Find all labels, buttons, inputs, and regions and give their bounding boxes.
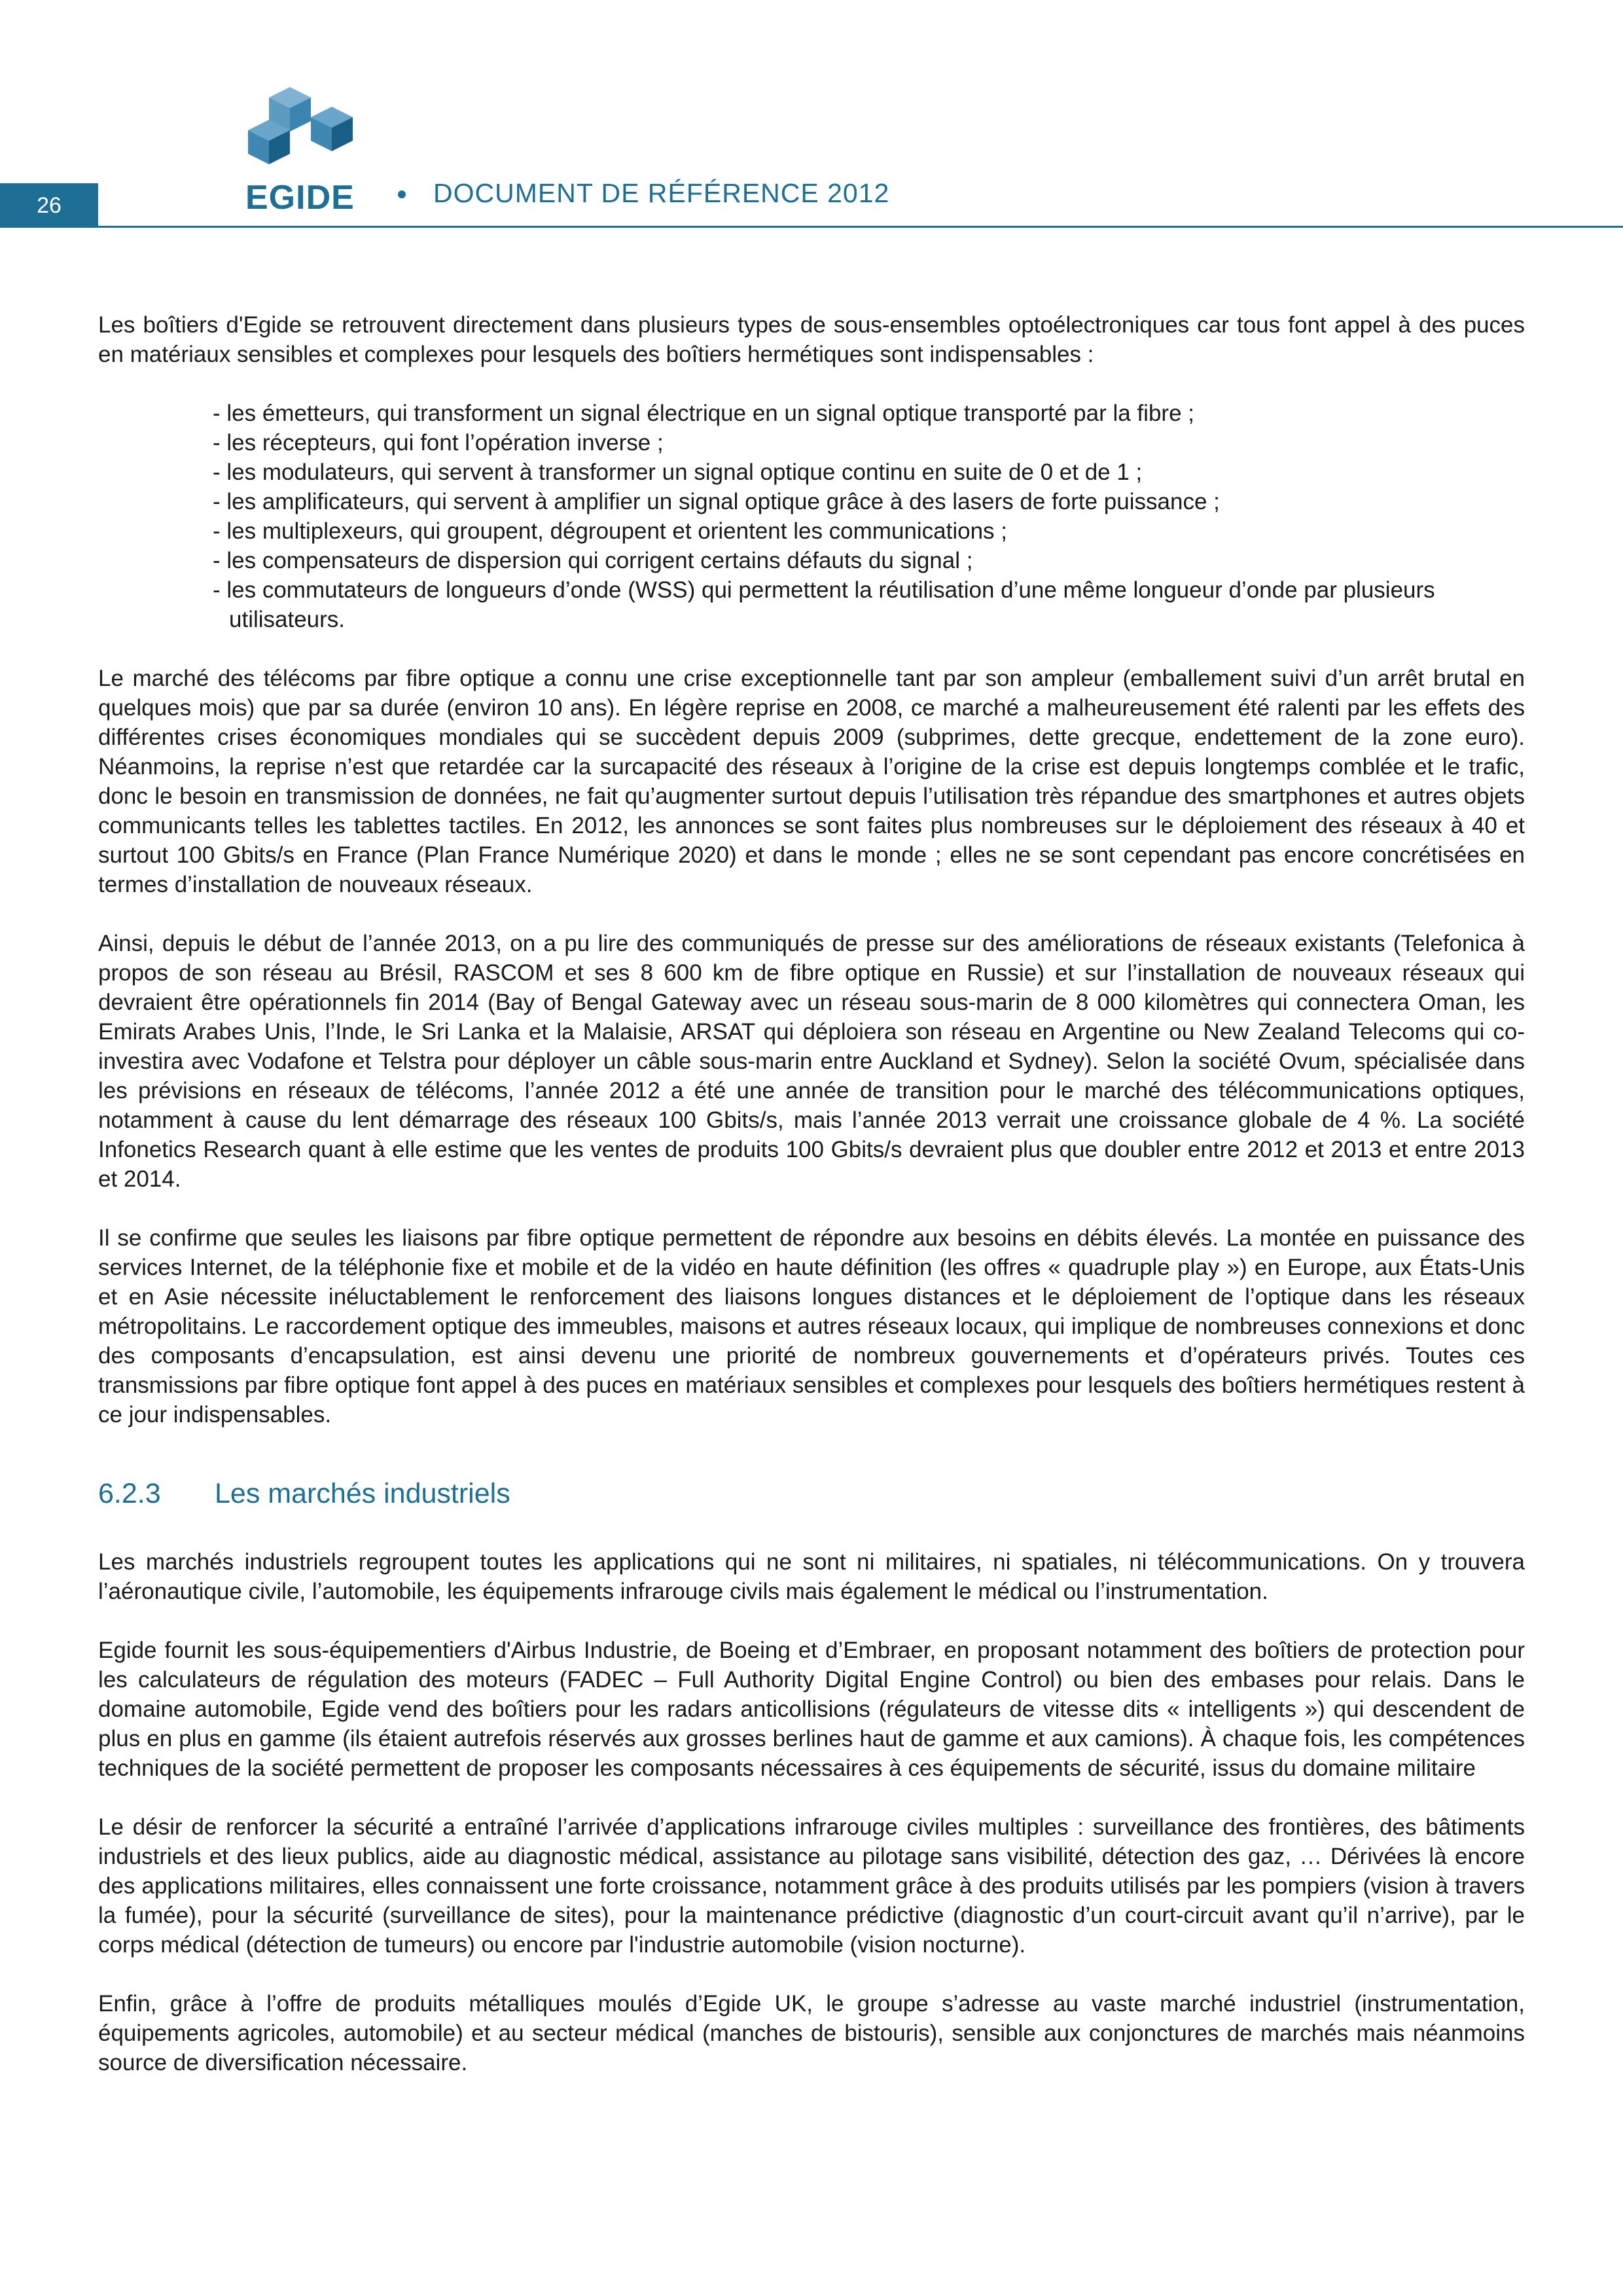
list-item: - les modulateurs, qui servent à transformer un signal optique continu en suite de 0 et de 1 ; <box>213 459 1143 485</box>
section-paragraph: Les marchés industriels regroupent toutes les applications qui ne sont ni militaires, ni spatiales, ni télécommunications. On y trouvera l’aéronautique civile, l’automobile, les équipements infrarouge civils mais également le médical ou l’instrumentation. <box>98 1549 1525 1604</box>
optoelectronic-list <box>98 399 1525 634</box>
section-paragraph: Enfin, grâce à l’offre de produits métalliques moulés d’Egide UK, le groupe s’adresse au vaste marché industriel (instrumentation, équipements agricoles, automobile) et au secteur médical (manches de bistouris), sensible aux conjonctures de marchés mais néanmoins source de diversification nécessaire. <box>98 1991 1525 2075</box>
header-rule <box>98 226 1623 228</box>
list-item: - les récepteurs, qui font l’opération inverse ; <box>213 430 664 456</box>
telecom-paragraph: Ainsi, depuis le début de l’année 2013, on a pu lire des communiqués de presse sur des améliorations de réseaux existants (Telefonica à propos de son réseau au Brésil, RASCOM et ses 8 600 km de fibre optique en Russie) et sur l’installation de nouveaux réseaux qui devraient être opérationnels fin 2014 (Bay of Bengal Gateway avec un réseau sous-marin de 8 000 kilomètres qui connectera Oman, les Emirats Arabes Unis, l’Inde, le Sri Lanka et la Malaisie, ARSAT qui déploiera son réseau en Argentine ou New Zealand Telecoms qui co-investira avec Vodafone et Telstra pour déployer un câble sous-marin entre Auckland et Sydney). Selon la société Ovum, spécialisée dans les prévisions en réseaux de télécoms, l’année 2012 a été une année de transition pour le marché des télécommunications optiques, notamment à cause du lent démarrage des réseaux 100 Gbits/s, mais l’année 2013 verrait une croissance globale de 4 %. La société Infonetics Research quant à elle estime que les ventes de produits 100 Gbits/s devraient plus que doubler entre 2012 et 2013 et entre 2013 et 2014. <box>98 931 1525 1192</box>
section-heading <box>98 1477 1525 1511</box>
telecom-paragraph: Le marché des télécoms par fibre optique a connu une crise exceptionnelle tant par son ampleur (emballement suivi d’un arrêt brutal en quelques mois) que par sa durée (environ 10 ans). En légère reprise en 2008, ce marché a malheureusement été ralenti par les effets des différentes crises économiques mondiales qui se succèdent depuis 2009 (subprimes, dette grecque, endettement de la zone euro). Néanmoins, la reprise n’est que retardée car la surcapacité des réseaux à l’origine de la crise est depuis longtemps comblée et le trafic, donc le besoin en transmission de données, ne fait qu’augmenter surtout depuis l’utilisation très répandue des smartphones et autres objets communicants telles les tablettes tactiles. En 2012, les annonces se sont faites plus nombreuses sur le déploiement des réseaux à 40 et surtout 100 Gbits/s en France (Plan France Numérique 2020) et dans le monde ; elles ne se sont cependant pas encore concrétisées en termes d’installation de nouveaux réseaux. <box>98 666 1525 897</box>
list-item: - les multiplexeurs, qui groupent, dégroupent et orientent les communications ; <box>213 518 1007 544</box>
list-item: - les émetteurs, qui transforment un signal électrique en un signal optique transporté par la fibre ; <box>213 401 1194 426</box>
section-paragraph: Egide fournit les sous-équipementiers d'Airbus Industrie, de Boeing et d’Embraer, en proposant notamment des boîtiers de protection pour les calculateurs de régulation des moteurs (FADEC – Full Authority Digital Engine Control) ou bien des embases pour relais. Dans le domaine automobile, Egide vend des boîtiers pour les radars anticollisions (régulateurs de vitesse dits « intelligents ») qui descendent de plus en plus en gamme (ils étaient autrefois réservés aux grosses berlines haut de gamme et aux camions). À chaque fois, les compétences techniques de la société permettent de proposer les composants nécessaires à ces équipements de sécurité, issus du domaine militaire <box>98 1638 1525 1781</box>
section-paragraph: Le désir de renforcer la sécurité a entraîné l’arrivée d’applications infrarouge civiles multiples : surveillance des frontières, des bâtiments industriels et des lieux publics, aide au diagnostic médical, assistance au pilotage sans visibilité, détection des gaz, … Dérivées là encore des applications militaires, elles connaissent une forte croissance, notamment grâce à des produits utilisés par les pompiers (vision à travers la fumée), pour la sécurité (surveillance de sites), pour la maintenance prédictive (diagnostic d’un court-circuit avant qu’il n’arrive), par le corps médical (détection de tumeurs) ou encore par l'industrie automobile (vision nocturne). <box>98 1814 1525 1958</box>
document-title: DOCUMENT DE RÉFÉRENCE 2012 <box>433 178 890 208</box>
page-number: 26 <box>0 183 98 228</box>
section-title: Les marchés industriels <box>215 1478 510 1509</box>
list-item: - les amplificateurs, qui servent à amplifier un signal optique grâce à des lasers de forte puissance ; <box>213 489 1220 514</box>
intro-paragraph: Les boîtiers d'Egide se retrouvent directement dans plusieurs types de sous-ensembles optoélectroniques car tous font appel à des puces en matériaux sensibles et complexes pour lesquels des boîtiers hermétiques sont indispensables : <box>98 312 1525 367</box>
telecom-paragraph: Il se confirme que seules les liaisons par fibre optique permettent de répondre aux besoins en débits élevés. La montée en puissance des services Internet, de la téléphonie fixe et mobile et de la vidéo en haute définition (les offres « quadruple play ») en Europe, aux États-Unis et en Asie nécessite inéluctablement le renforcement des liaisons longues distances et le déploiement de l’optique dans les réseaux métropolitains. Le raccordement optique des immeubles, maisons et autres réseaux locaux, qui implique de nombreuses connexions et donc des composants d’encapsulation, est ainsi devenu une priorité de nombreux gouvernements et d’opérateurs privés. Toutes ces transmissions par fibre optique font appel à des puces en matériaux sensibles et complexes pour lesquels des boîtiers hermétiques restent à ce jour indispensables. <box>98 1225 1525 1427</box>
header-bullet <box>398 190 406 198</box>
list-item: - les compensateurs de dispersion qui corrigent certains défauts du signal ; <box>213 548 973 573</box>
list-item: - les commutateurs de longueurs d’onde (WSS) qui permettent la réutilisation d’une même longueur d’onde par plusieurs utilisateurs. <box>213 577 1435 632</box>
egide-logo-text: EGIDE <box>245 179 355 217</box>
section-number: 6.2.3 <box>98 1478 161 1509</box>
page-content <box>98 310 1525 2107</box>
